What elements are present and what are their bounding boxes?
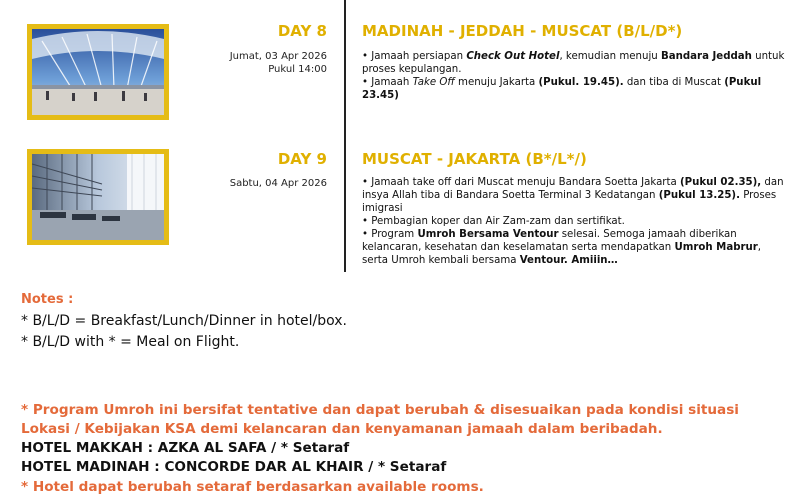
program-disclaimer: * Program Umroh ini bersifat tentative dan dapat berubah & disesuaikan pada kondisi situasi Lokasi / Kebijakan KSA demi kelancaran dan kenyamanan jamaah dalam beribadah. [21,402,739,437]
day9-description [362,176,787,267]
day8-airport-photo [27,24,169,120]
hotel-madinah: HOTEL MADINAH : CONCORDE DAR AL KHAIR / * Setaraf [21,459,447,475]
hotel-change-note: * Hotel dapat berubah setaraf berdasarkan available rooms. [21,479,484,495]
day9-bullet-1: • Jamaah take off dari Muscat menuju Bandara Soetta Jakarta (Pukul 02.35), dan insya Allah tiba di Bandara Soetta Terminal 3 Kedatangan (Pukul 13.25). Proses imigrasi [362,177,784,214]
day9-airport-photo [27,149,169,245]
day9-date: Sabtu, 04 Apr 2026 [229,178,327,189]
day8-date-text: Jumat, 03 Apr 2026 [229,51,327,62]
day8-date [230,50,327,76]
day8-description [362,50,787,102]
timeline-divider [344,0,346,272]
day8-bullet-2: • Jamaah Take Off menuju Jakarta (Pukul. 19.45). dan tiba di Muscat (Pukul 23.45) [362,77,762,101]
day8-route-title: MADINAH - JEDDAH - MUSCAT (B/L/D*) [362,22,683,40]
notes-line-meals: * B/L/D = Breakfast/Lunch/Dinner in hotel/box. [21,313,347,329]
day9-label: DAY 9 [277,150,327,168]
day9-route-title: MUSCAT - JAKARTA (B*/L*/) [362,150,587,168]
day9-bullet-2: • Pembagian koper dan Air Zam-zam dan sertifikat. [362,216,625,227]
notes-title: Notes : [21,292,74,307]
notes-line-flight-meal: * B/L/D with * = Meal on Flight. [21,334,240,350]
hotel-makkah: HOTEL MAKKAH : AZKA AL SAFA / * Setaraf [21,440,350,456]
day8-label: DAY 8 [277,22,327,40]
day8-time-text: Pukul 14:00 [268,64,327,75]
day9-bullet-3: • Program Umroh Bersama Ventour selesai. Semoga jamaah diberikan kelancaran, kesehatan dan keselamatan serta mendapatkan Umroh Mabrur, serta Umroh kembali bersama Ventour. Amiiin… [362,229,762,266]
day8-bullet-1: • Jamaah persiapan Check Out Hotel, kemudian menuju Bandara Jeddah untuk proses kepulangan. [362,51,785,75]
